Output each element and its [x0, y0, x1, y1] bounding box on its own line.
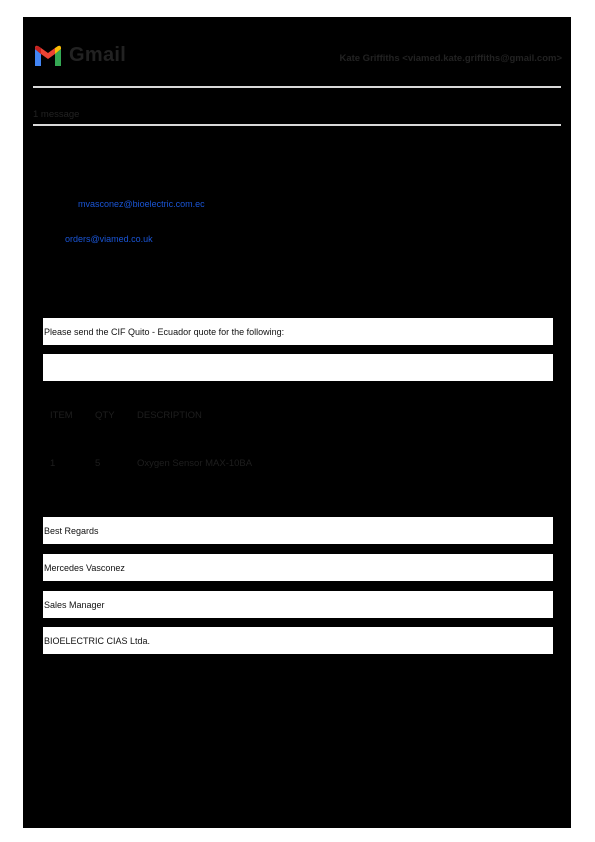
- signature-name-row: [43, 554, 553, 581]
- message-count: 1 message: [33, 109, 80, 120]
- request-text-row: [43, 318, 553, 345]
- signature-closing-row: [43, 517, 553, 544]
- table-header-description: DESCRIPTION: [137, 410, 202, 421]
- table-header-item: ITEM: [50, 410, 73, 421]
- gmail-logo[interactable]: [33, 44, 126, 67]
- gmail-logo-text: Gmail: [69, 44, 127, 66]
- request-text: Please send the CIF Quito - Ecuador quote for the following:: [44, 326, 285, 337]
- table-cell-item: 1: [50, 458, 56, 469]
- table-cell-description: Oxygen Sensor MAX-10BA: [137, 458, 253, 469]
- table-cell-qty: 5: [95, 458, 101, 469]
- email-print-page: [23, 17, 571, 828]
- blank-row: [43, 354, 553, 381]
- signature-closing: Best Regards: [44, 525, 99, 536]
- signature-company-row: [43, 627, 553, 654]
- header-divider: [33, 86, 561, 88]
- recipient-email-link[interactable]: orders@viamed.co.uk: [65, 234, 153, 244]
- thread-divider: [33, 124, 561, 126]
- signature-title-row: [43, 591, 553, 618]
- sender-email-link[interactable]: mvasconez@bioelectric.com.ec: [78, 199, 205, 209]
- gmail-m-icon: [33, 45, 63, 67]
- signature-name: Mercedes Vasconez: [44, 562, 125, 573]
- signature-title: Sales Manager: [44, 599, 105, 610]
- table-header-qty: QTY: [95, 410, 115, 421]
- signature-company: BIOELECTRIC CIAS Ltda.: [44, 635, 151, 646]
- account-identity: Kate Griffiths <viamed.kate.griffiths@gmail.com>: [339, 53, 562, 64]
